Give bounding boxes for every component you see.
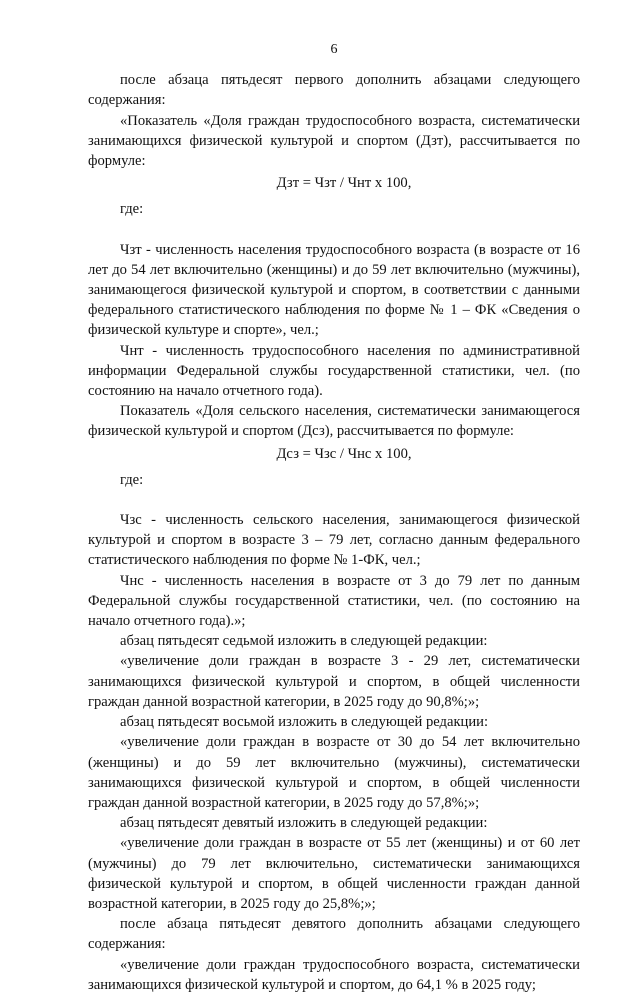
where-label-1: где: [120,201,144,218]
paragraph-indicator-dsz: Показатель «Доля сельского населения, систематически занимающегося физической культурой и спортом (Дсз), рассчитывается по формуле: [88,403,580,440]
page-number: 6 [330,42,338,57]
formula-dzt: Дзт = Чзт / Чнт х 100, [276,175,412,192]
paragraph-add-after-59: после абзаца пятьдесят девятого дополнить абзацами следующего содержания: [88,916,580,953]
paragraph-indicator-dzt: «Показатель «Доля граждан трудоспособного возраста, систематически занимающихся физической культурой и спортом (Дзт), рассчитывается по формуле: [88,112,580,170]
paragraph-58-text: «увеличение доли граждан в возрасте от 30 до 54 лет включительно (женщины) и до 59 лет включительно (мужчины), систематически занимающихся физической культурой и спортом, в общей численности граждан данной возрастной категории, в 2025 году до 57,8%;»; [88,734,580,811]
paragraph-chzt-definition: Чзт - численность населения трудоспособного возраста (в возрасте от 16 лет до 54 лет включительно (женщины) и до 59 лет включительно (мужчины), занимающегося физической культурой и спортом, в соответствии с данными федерального статистического наблюдения по форме № 1 – ФК «Сведения о физической культуре и спорте», чел.; [88,241,580,339]
paragraph-58-header: абзац пятьдесят восьмой изложить в следующей редакции: [120,714,489,731]
document-page [88,40,580,995]
paragraph-59-text: «увеличение доли граждан в возрасте от 55 лет (женщины) и от 60 лет (мужчины) до 79 лет включительно, систематически занимающихся физической культурой и спортом, в общей численности граждан данной возрастной категории, в 2025 году до 25,8%;»; [88,835,580,912]
spacer [88,220,580,240]
paragraph-chns-definition: Чнс - численность населения в возрасте от 3 до 79 лет по данным Федеральной службы государственной статистики, чел. (по состоянию на начало отчетного года).»; [88,572,580,630]
formula-dsz: Дсз = Чзс / Чнс х 100, [276,445,412,462]
paragraph-57-header: абзац пятьдесят седьмой изложить в следующей редакции: [120,633,488,650]
paragraph-chnt-definition: Чнт - численность трудоспособного населения по административной информации Федеральной службы государственной статистики, чел. (по состоянию на начало отчетного года). [88,342,580,400]
paragraph-59-header: абзац пятьдесят девятый изложить в следующей редакции: [120,815,488,832]
where-label-2: где: [120,471,144,488]
paragraph-add-after-51: после абзаца пятьдесят первого дополнить абзацами следующего содержания: [88,72,580,109]
paragraph-working-age-share: «увеличение доли граждан трудоспособного возраста, систематически занимающихся физической культурой и спортом, до 64,1 % в 2025 году; [88,956,580,993]
paragraph-chzs-definition: Чзс - численность сельского населения, занимающегося физической культурой и спортом в возрасте 3 – 79 лет, согласно данным федерального статистического наблюдения по форме № 1-ФК, чел.; [88,512,580,569]
paragraph-57-text: «увеличение доли граждан в возрасте 3 - 29 лет, систематически занимающихся физической культурой и спортом, в общей численности граждан данной возрастной категории, в 2025 году до 90,8%;»; [88,653,580,710]
spacer [88,490,580,510]
